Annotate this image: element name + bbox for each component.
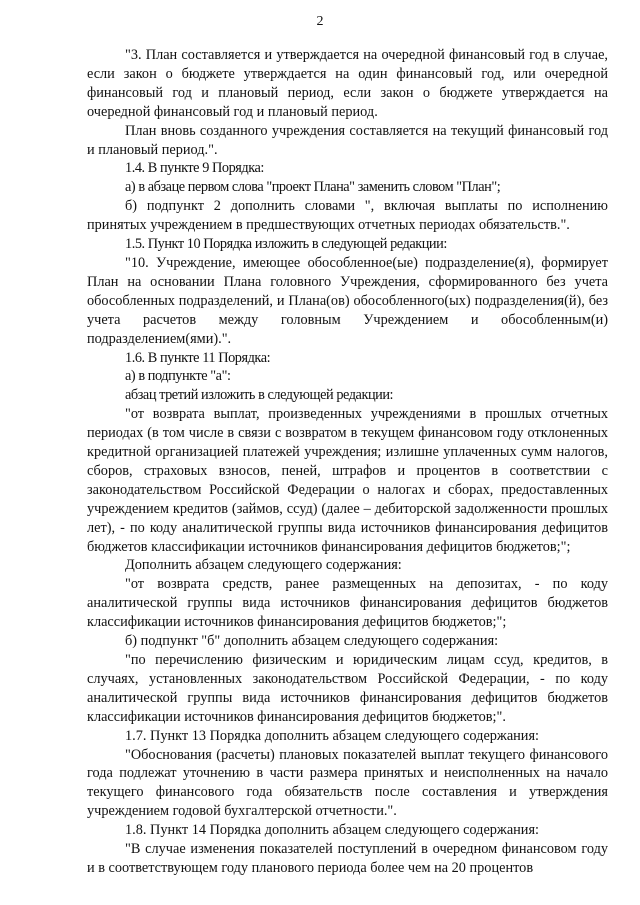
paragraph: "3. План составляется и утверждается на очередной финансовый год в случае, если закон о бюджете утверждается на один финансовый год, или очередной финансовый год и плановый период, если закон о бюджете утверждается на очередной финансовый год и плановый период. <box>87 47 608 120</box>
paragraph: б) подпункт "б" дополнить абзацем следующего содержания: <box>125 633 499 650</box>
document-body <box>87 46 608 878</box>
paragraph: 1.6. В пункте 11 Порядка: <box>125 349 271 366</box>
paragraph: б) подпункт 2 дополнить словами ", включая выплаты по исполнению принятых учреждением в предшествующих отчетных периодах обязательств.". <box>87 198 608 234</box>
paragraph: Дополнить абзацем следующего содержания: <box>125 557 402 574</box>
paragraph: 1.5. Пункт 10 Порядка изложить в следующей редакции: <box>125 236 447 253</box>
paragraph: "В случае изменения показателей поступлений в очередном финансовом году и в соответствующем году планового периода более чем на 20 процентов <box>87 841 608 876</box>
page-number: 2 <box>316 14 324 29</box>
paragraph: абзац третий изложить в следующей редакции: <box>125 387 394 404</box>
paragraph: а) в абзаце первом слова "проект Плана" заменить словом "План"; <box>125 179 501 196</box>
paragraph: "Обоснования (расчеты) плановых показателей выплат текущего финансового года подлежат уточнению в части размера принятых и неисполненных на начало текущего финансового года обязательств после составления и утверждения учреждением годовой бухгалтерской отчетности.". <box>87 746 608 820</box>
paragraph: План вновь созданного учреждения составляется на текущий финансовый год и плановый период.". <box>87 122 608 158</box>
paragraph: "от возврата средств, ранее размещенных на депозитах, - по коду аналитической группы вида источников финансирования дефицитов бюджетов классификации источников финансирования дефицитов бюджетов;"; <box>87 576 608 631</box>
paragraph: а) в подпункте "а": <box>125 368 231 385</box>
paragraph: 1.8. Пункт 14 Порядка дополнить абзацем следующего содержания: <box>125 822 540 839</box>
paragraph: "по перечислению физическим и юридическим лицам ссуд, кредитов, в случаях, установленных законодательством Российской Федерации, - по коду аналитической группы вида источников финансирования дефицитов бюджетов классификации источников финансирования дефицитов бюджетов;". <box>87 652 608 725</box>
paragraph: 1.7. Пункт 13 Порядка дополнить абзацем следующего содержания: <box>125 727 540 744</box>
paragraph: "от возврата выплат, произведенных учреждениями в прошлых отчетных периодах (в том числе в связи с возвратом в текущем финансовом году отклоненных кредитной организацией платежей учреждения; излишне уплаченных сумм налогов, сборов, страховых взносов, пеней, штрафов и процентов в соответствии с законодательством Российской Федерации о налогах и сборах, предоставленных учреждением кредитов (займов, ссуд) (далее – дебиторской задолженности прошлых лет), - по коду аналитической группы вида источников финансирования дефицитов бюджетов классификации источников финансирования дефицитов бюджетов;"; <box>87 406 608 555</box>
paragraph: "10. Учреждение, имеющее обособленное(ые) подразделение(я), формирует План на основании Плана головного Учреждения, сформированного без учета обособленных подразделений, и Плана(ов) обособленного(ых) подразделения(й), без учета расчетов между головным Учреждением и обособленным(и) подразделением(ями).". <box>87 254 608 347</box>
paragraph: 1.4. В пункте 9 Порядка: <box>125 160 264 177</box>
